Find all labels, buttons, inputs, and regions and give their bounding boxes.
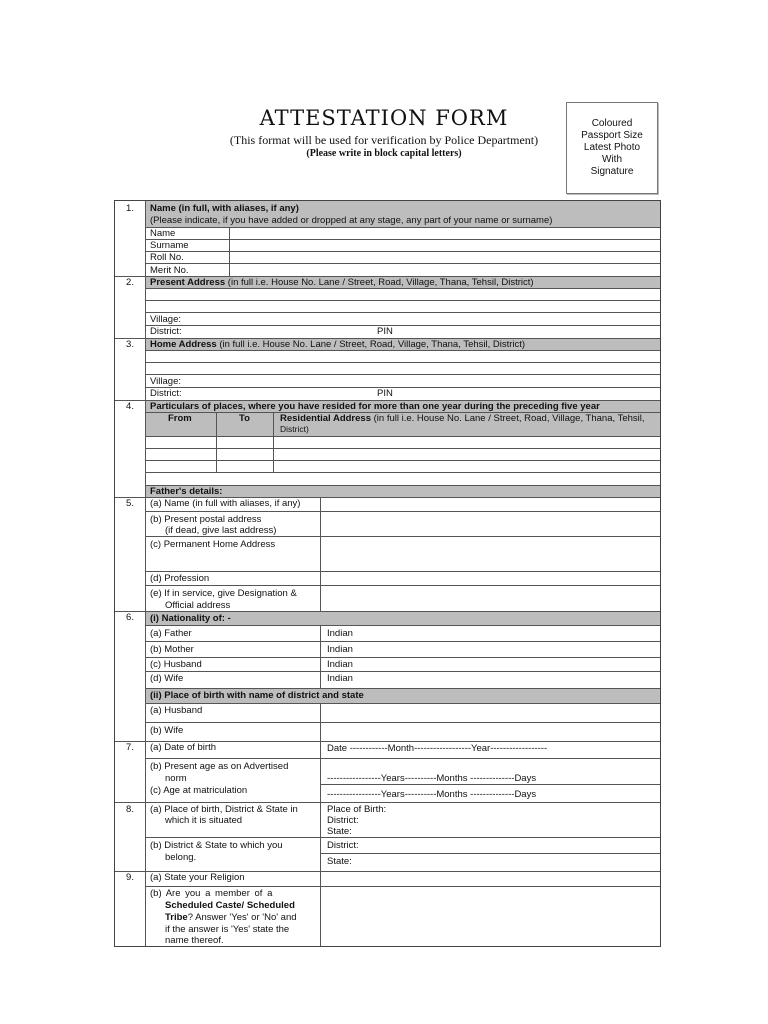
name-label: Name	[150, 228, 176, 239]
section-number: 1.	[126, 203, 134, 214]
form-instruction: (Please write in block capital letters)	[306, 148, 462, 159]
nat-wife-label: (d) Wife	[150, 673, 184, 684]
surname-label: Surname	[150, 240, 189, 251]
nat-husband-label: (c) Husband	[150, 659, 202, 670]
nat-mother-value: Indian	[327, 644, 353, 655]
sec3-village-label: Village:	[150, 376, 181, 387]
photo-box-line: Coloured	[591, 118, 633, 129]
sec2-district-label: District:	[150, 326, 182, 337]
nat-wife-value: Indian	[327, 673, 353, 684]
section-number: 9.	[126, 872, 134, 883]
sc-st-label-5: name thereof.	[165, 935, 224, 946]
sec8b-state: State:	[327, 856, 352, 867]
sec8b-label: (b) District & State to which you	[150, 840, 283, 851]
photo-box-line: Signature	[590, 166, 634, 177]
sec6-heading-i: (i) Nationality of: -	[150, 613, 231, 624]
sec8a-district: District:	[327, 815, 359, 826]
pob-husband-label: (a) Husband	[150, 705, 203, 716]
religion-label: (a) State your Religion	[150, 872, 245, 883]
col-from-header: From	[168, 413, 192, 424]
nat-father-value: Indian	[327, 628, 353, 639]
form-subtitle: (This format will be used for verification by Police Department)	[229, 133, 539, 147]
section-number: 2.	[126, 277, 134, 288]
present-age-note: norm	[165, 773, 187, 784]
sec8a-label: (a) Place of birth, District & State in	[150, 804, 298, 815]
section-number: 7.	[126, 742, 134, 753]
section-number: 5.	[126, 498, 134, 509]
sec8a-pob: Place of Birth:	[327, 804, 387, 815]
section-number: 4.	[126, 401, 134, 412]
dob-label: (a) Date of birth	[150, 742, 216, 753]
sec1-heading: Name (in full, with aliases, if any)	[150, 203, 299, 214]
section-number: 3.	[126, 339, 134, 350]
father-service-note: Official address	[165, 600, 231, 611]
father-postal-label: (b) Present postal address	[150, 514, 262, 525]
form-title: ATTESTATION FORM	[259, 106, 509, 130]
father-name-label: (a) Name (in full with aliases, if any)	[150, 498, 301, 509]
sc-st-label-2: Scheduled Caste/ Scheduled	[165, 900, 295, 911]
pob-wife-label: (b) Wife	[150, 725, 184, 736]
father-service-label: (e) If in service, give Designation &	[150, 588, 297, 599]
sc-st-label-1: (b) Are you a member of a	[150, 888, 273, 899]
section-number: 6.	[126, 612, 134, 623]
father-home-label: (c) Permanent Home Address	[150, 539, 276, 550]
section-number: 8.	[126, 804, 134, 815]
matric-age-fill: -----------------Years----------Months --------------Days	[327, 789, 537, 800]
father-profession-label: (d) Profession	[150, 573, 210, 584]
nat-husband-value: Indian	[327, 659, 353, 670]
sec8b-district: District:	[327, 840, 359, 851]
present-age-fill: -----------------Years----------Months --------------Days	[327, 773, 537, 784]
nat-mother-label: (b) Mother	[150, 644, 194, 655]
sec5-heading: Father's details:	[150, 486, 223, 497]
col-address-header: Residential Address (in full i.e. House No. Lane / Street, Road, Village, Thana, Tehsil,	[280, 413, 645, 424]
roll-no-label: Roll No.	[150, 252, 184, 263]
sec8b-label-cont: belong.	[165, 852, 197, 863]
father-postal-note: (if dead, give last address)	[165, 525, 277, 536]
col-to-header: To	[239, 413, 250, 424]
sec3-pin-label: PIN	[377, 388, 393, 399]
sec1-note: (Please indicate, if you have added or dropped at any stage, any part of your name or surname)	[150, 215, 553, 226]
sec2-pin-label: PIN	[377, 326, 393, 337]
photo-box-line: Passport Size	[581, 130, 643, 141]
merit-no-label: Merit No.	[150, 265, 189, 276]
attestation-table	[114, 200, 661, 947]
sec8a-label-cont: which it is situated	[165, 815, 243, 826]
present-age-label: (b) Present age as on Advertised	[150, 761, 289, 772]
sec6-heading-ii: (ii) Place of birth with name of district and state	[150, 690, 364, 701]
sec3-heading: Home Address (in full i.e. House No. Lane / Street, Road, Village, Thana, Tehsil, District)	[150, 339, 526, 350]
dob-fill: Date ------------Month------------------Year------------------	[327, 743, 548, 754]
sec3-district-label: District:	[150, 388, 182, 399]
sec4-heading: Particulars of places, where you have resided for more than one year during the preceding five year	[150, 401, 600, 412]
nat-father-label: (a) Father	[150, 628, 192, 639]
col-address-header-cont: District)	[280, 424, 309, 434]
photo-box-line: With	[602, 154, 622, 165]
photo-box	[566, 102, 658, 194]
matric-age-label: (c) Age at matriculation	[150, 785, 248, 796]
photo-box-line: Latest Photo	[583, 142, 641, 153]
sec8a-state: State:	[327, 826, 352, 837]
sc-st-label-3: Tribe? Answer 'Yes' or 'No' and	[165, 912, 297, 923]
sec2-heading: Present Address (in full i.e. House No. Lane / Street, Road, Village, Thana, Tehsil, District)	[150, 277, 534, 288]
sec2-village-label: Village:	[150, 314, 181, 325]
sc-st-label-4: if the answer is 'Yes' state the	[165, 924, 290, 935]
